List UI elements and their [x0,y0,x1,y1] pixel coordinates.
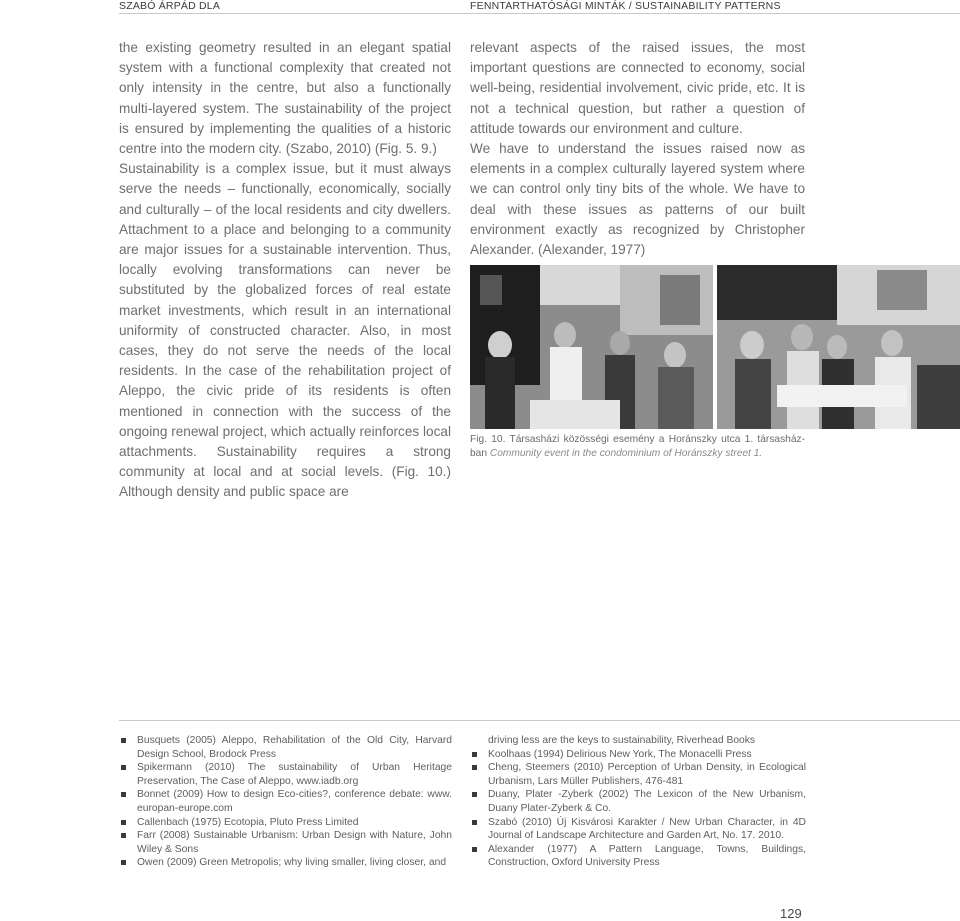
caption-english: Community event in the condominium of Horánszky street 1. [489,448,763,459]
body-paragraph: We have to understand the issues raised now as elements in a complex culturally layered system where we can control only tiny bits of the whole. We have to deal with these issues as patterns of our built environment exactly as recognized by Christopher Alexander. (Alexander, 1977) [470,141,805,258]
community-event-photo-right [717,265,960,429]
references-right [470,734,806,870]
reference-item: Alexander (1977) A Pattern Language, Towns, Buildings, Construction, Oxford University Press [470,843,806,870]
references-left [119,734,452,870]
body-paragraph: relevant aspects of the raised issues, the most important questions are connected to economy, social well-being, residential involvement, civic pride, etc. It is not a technical question, but rather a question of attitude towards our environment and culture. [470,40,805,136]
body-paragraph: Sustainability is a complex issue, but it must always serve the needs – functionally, economically, socially and culturally – of the local residents and city dwellers. Attachment to a place and belonging to a community are major issues for a sustainable intervention. Thus, locally evolving transformations can never be substituted by the globalized forces of real estate market investments, which result in an international uniformity of constructed character. Also, in most cases, they do not serve the needs of the local residents. In the case of the rehabilitation project of Aleppo, the civic pride of its residents is often mentioned in connection with the success of the ongoing renewal project, which actually reinforces local attachments. Sustainability requires a strong community at local and at social levels. (Fig. 10.) Although density and public space are [119,161,451,500]
reference-item: Szabó (2010) Új Kisvárosi Karakter / New Urban Character, in 4D Journal of Landscape Architecture and Garden Art, No. 17. 2010. [470,816,806,843]
header-rule [119,13,960,14]
reference-item: driving less are the keys to sustainability, Riverhead Books [488,735,756,746]
reference-item: Busquets (2005) Aleppo, Rehabilitation of the Old City, Harvard Design School, Brodock Press [119,734,452,761]
reference-item: Spikermann (2010) The sustainability of Urban Heritage Preservation, The Case of Aleppo, www.iadb.org [119,761,452,788]
running-header-author: SZABÓ ÁRPÁD DLA [119,0,221,12]
reference-item: Owen (2009) Green Metropolis; why living smaller, living closer, and [119,856,452,870]
community-event-photo-left [470,265,713,429]
reference-item: Cheng, Steemers (2010) Perception of Urban Density, in Ecological Urbanism, Lars Müller Publishers, 476-481 [470,761,806,788]
caption-hungarian: Fig. 10. Társasházi közösségi esemény a Horánszky utca 1. társasház-ban [470,434,805,459]
reference-item: Farr (2008) Sustainable Urbanism: Urban Design with Nature, John Wiley & Sons [119,829,452,856]
figure-10-photos [470,265,960,429]
reference-item: Koolhaas (1994) Delirious New York, The Monacelli Press [470,748,806,762]
body-column-left [119,38,451,503]
references-rule [119,720,960,721]
figure-caption [470,433,805,461]
reference-item: Callenbach (1975) Ecotopia, Pluto Press Limited [119,816,452,830]
body-column-right [470,38,805,260]
running-header-title: FENNTARTHATÓSÁGI MINTÁK / SUSTAINABILITY PATTERNS [470,0,781,12]
reference-item: Duany, Plater -Zyberk (2002) The Lexicon of the New Urbanism, Duany Plater-Zyberk & Co. [470,788,806,815]
page-number: 129 [780,906,802,921]
reference-item: Bonnet (2009) How to design Eco-cities?, conference debate: www. europan-europe.com [119,788,452,815]
body-paragraph: the existing geometry resulted in an elegant spatial system with a functional complexity that created not only intensity in the centre, but also a functionally multi-layered system. The sustainability of the project is ensured by implementing the qualities of a historic centre into the modern city. (Szabo, 2010) (Fig. 5. 9.) [119,40,451,157]
